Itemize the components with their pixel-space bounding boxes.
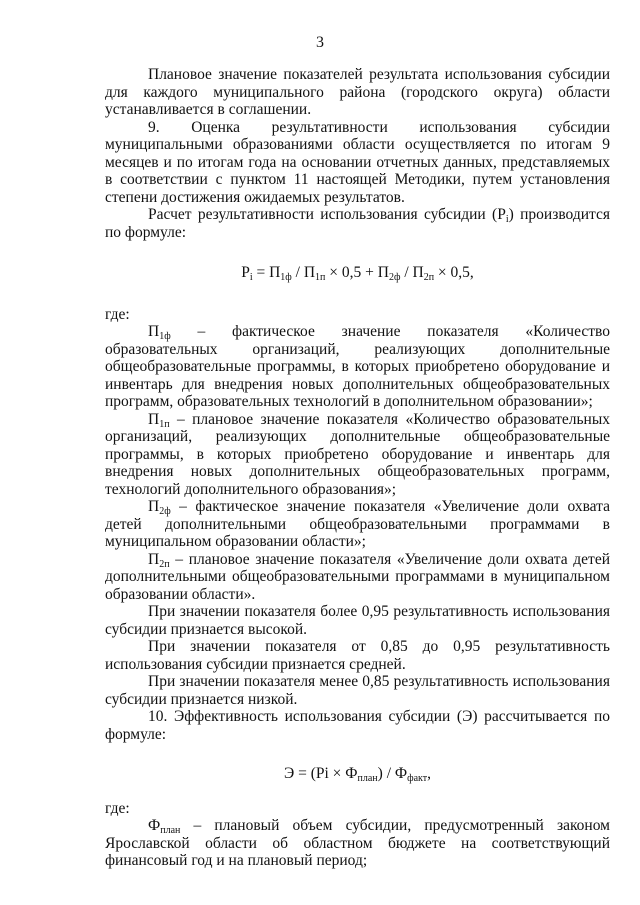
page-number: 3 <box>316 34 324 51</box>
definition-p2f: $П_{2ф}$ – фактическое значение показателя «Увеличение доли охвата детей дополнительными общеобразовательными программами в муниципальном образовании области»; <box>105 498 610 550</box>
where-label-2: где: <box>105 799 130 817</box>
paragraph-10: 10. Эффективность использования субсидии (Э) рассчитывается по формуле: <box>105 708 610 743</box>
definition-p1p: $П_{1п}$ – плановое значение показателя «Количество образовательных организаций, реализующих дополнительные общеобразовательные программы, в которых приобретено оборудование и инвентарь для внедрения новых дополнительных общеобразовательных программ, технологий дополнительного образования»; <box>105 410 610 498</box>
paragraph-mid: При значении показателя от 0,85 до 0,95 результативность использования субсидии признается средней. <box>105 638 610 673</box>
formula-results: $P_i = П_{1ф} / П_{1п} \times 0,5 + П_{2ф} / П_{2п} \times 0,5$, <box>241 264 474 283</box>
paragraph-plan-value: Плановое значение показателей результата использования субсидии для каждого муниципального района (городского округа) области устанавливается в соглашении. <box>105 66 610 118</box>
formula-efficiency: $Э = (Pi \times Ф_{план}) / Ф_{факт}$, <box>283 765 432 784</box>
document-body <box>105 66 610 870</box>
definition-p1f: $П_{1ф}$ – фактическое значение показателя «Количество образовательных организаций, реализующих дополнительные общеобразовательные программы, в которых приобретено оборудование и инвентарь для внедрения новых дополнительных общеобразовательных программ, образовательных технологий в дополнительном образовании»; <box>105 323 610 410</box>
paragraph-9: 9. Оценка результативности использования субсидии муниципальными образованиями области осуществляется по итогам 9 месяцев и по итогам года на основании отчетных данных, представляемых в соответствии с пунктом 11 настоящей Методики, путем установления степени достижения ожидаемых результатов. <box>105 118 610 206</box>
definition-p2p: $П_{2п}$ – плановое значение показателя «Увеличение доли охвата детей дополнительными общеобразовательными программами в муниципальном образовании области». <box>105 550 610 603</box>
where-label-1: где: <box>105 305 130 323</box>
paragraph-calc-intro: Расчет результативности использования субсидии $(P_i)$ производится по формуле: <box>105 206 610 241</box>
paragraph-low: При значении показателя менее 0,85 результативность использования субсидии признается низкой. <box>105 673 610 708</box>
definition-fplan: $Ф_{план}$ – плановый объем субсидии, предусмотренный законом Ярославской области об областном бюджете на соответствующий финансовый год и на плановый период; <box>105 817 610 869</box>
paragraph-high: При значении показателя более 0,95 результативность использования субсидии признается высокой. <box>105 603 610 638</box>
